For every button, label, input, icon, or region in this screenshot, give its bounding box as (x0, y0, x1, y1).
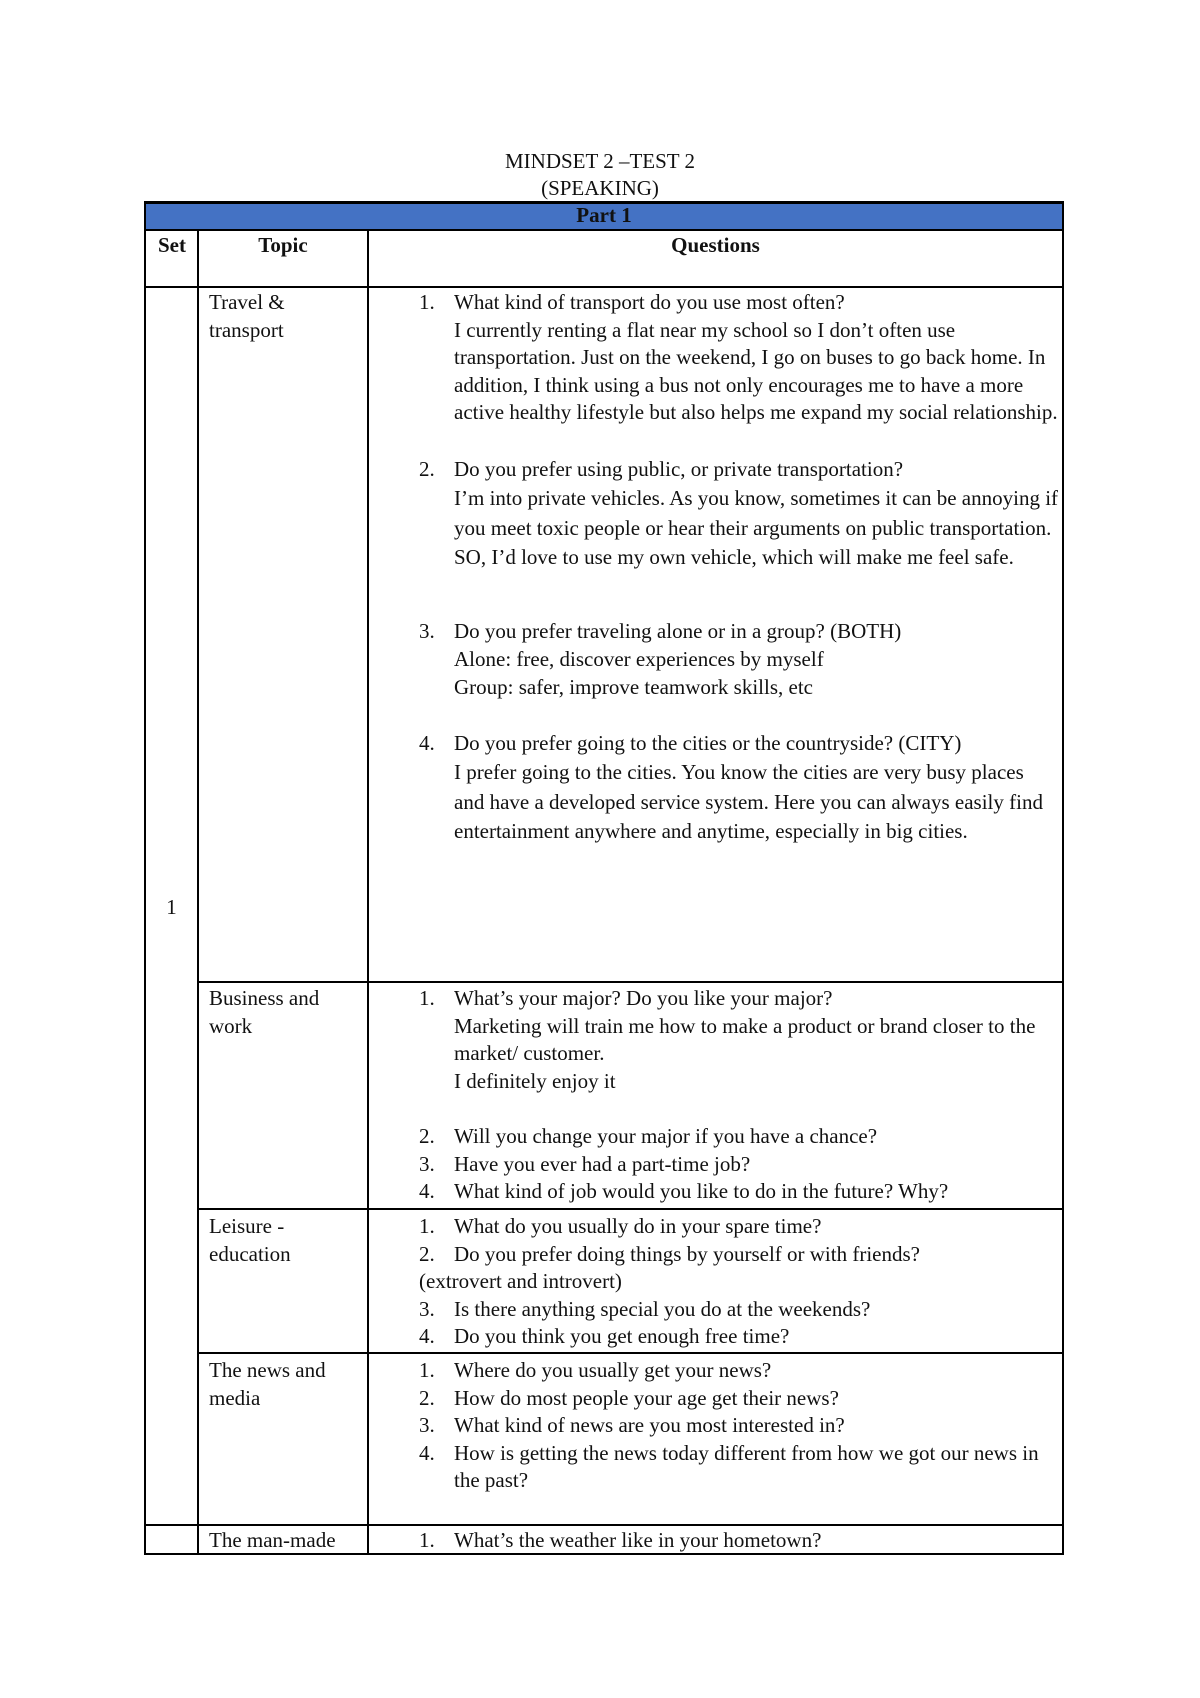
document-title: MINDSET 2 –TEST 2 (505, 149, 695, 173)
list-item: 4. What kind of job would you like to do in the future? Why? (419, 1179, 949, 1203)
topic-business-work: Business and work (209, 986, 320, 1038)
list-item: 4. Do you think you get enough free time? (419, 1324, 790, 1348)
header-questions: Questions (671, 233, 760, 257)
list-item: 4. How is getting the news today different from how we got our news in the past? (419, 1440, 1039, 1492)
topic-travel-transport: Travel & transport (209, 290, 285, 342)
header-set: Set (158, 233, 186, 257)
list-item: 2. Do you prefer using public, or private transportation? I’m into private vehicles. As you know, sometimes it can be annoying if you meet toxic people or hear their arguments on public transportation. SO, I’d love to use my own vehicle, which will make me feel safe. (419, 456, 1059, 569)
set-number: 1 (166, 895, 177, 919)
part-label: Part 1 (576, 203, 632, 227)
document-subtitle: (SPEAKING) (541, 176, 659, 200)
list-item: 3. What kind of news are you most interested in? (419, 1413, 845, 1437)
list-item: 1. Where do you usually get your news? (419, 1358, 772, 1382)
topic-news-media: The news and media (209, 1358, 326, 1410)
list-item: 3. Do you prefer traveling alone or in a group? (BOTH) Alone: free, discover experiences by myself Group: safer, improve teamwork skills, etc (419, 618, 902, 699)
questions-travel-transport (419, 289, 1059, 847)
questions-news-media (419, 1357, 1059, 1495)
list-item: 1. What do you usually do in your spare time? (419, 1214, 822, 1238)
list-item: 3. Have you ever had a part-time job? (419, 1151, 751, 1176)
questions-man-made (419, 1527, 1059, 1555)
list-item: 1. What’s the weather like in your hometown? (419, 1528, 822, 1552)
topic-leisure-education: Leisure - education (209, 1214, 291, 1266)
list-item: 1. What’s your major? Do you like your major? Marketing will train me how to make a product or brand closer to the market/ customer. I definitely enjoy it (419, 986, 1036, 1093)
list-item: 2. How do most people your age get their news? (419, 1385, 839, 1410)
questions-business-work (419, 985, 1059, 1206)
list-item: 2. Do you prefer doing things by yourself or with friends? (extrovert and introvert) (419, 1241, 920, 1293)
header-topic: Topic (258, 233, 308, 257)
list-item: 3. Is there anything special you do at the weekends? (419, 1296, 871, 1321)
list-item: 2. Will you change your major if you have a chance? (419, 1124, 878, 1148)
list-item: 1. What kind of transport do you use most often? I currently renting a flat near my school so I don’t often use transportation. Just on the weekend, I go on buses to go back home. In addition, I think using a bus not only encourages me to have a more active healthy lifestyle but also helps me expand my social relationship. (419, 290, 1058, 424)
questions-leisure-education (419, 1213, 1059, 1351)
topic-man-made: The man-made (209, 1528, 336, 1552)
list-item: 4. Do you prefer going to the cities or the countryside? (CITY) I prefer going to the cities. You know the cities are very busy places and have a developed service system. Here you can always easily find entertainment anywhere and anytime, especially in big cities. (419, 730, 1043, 843)
